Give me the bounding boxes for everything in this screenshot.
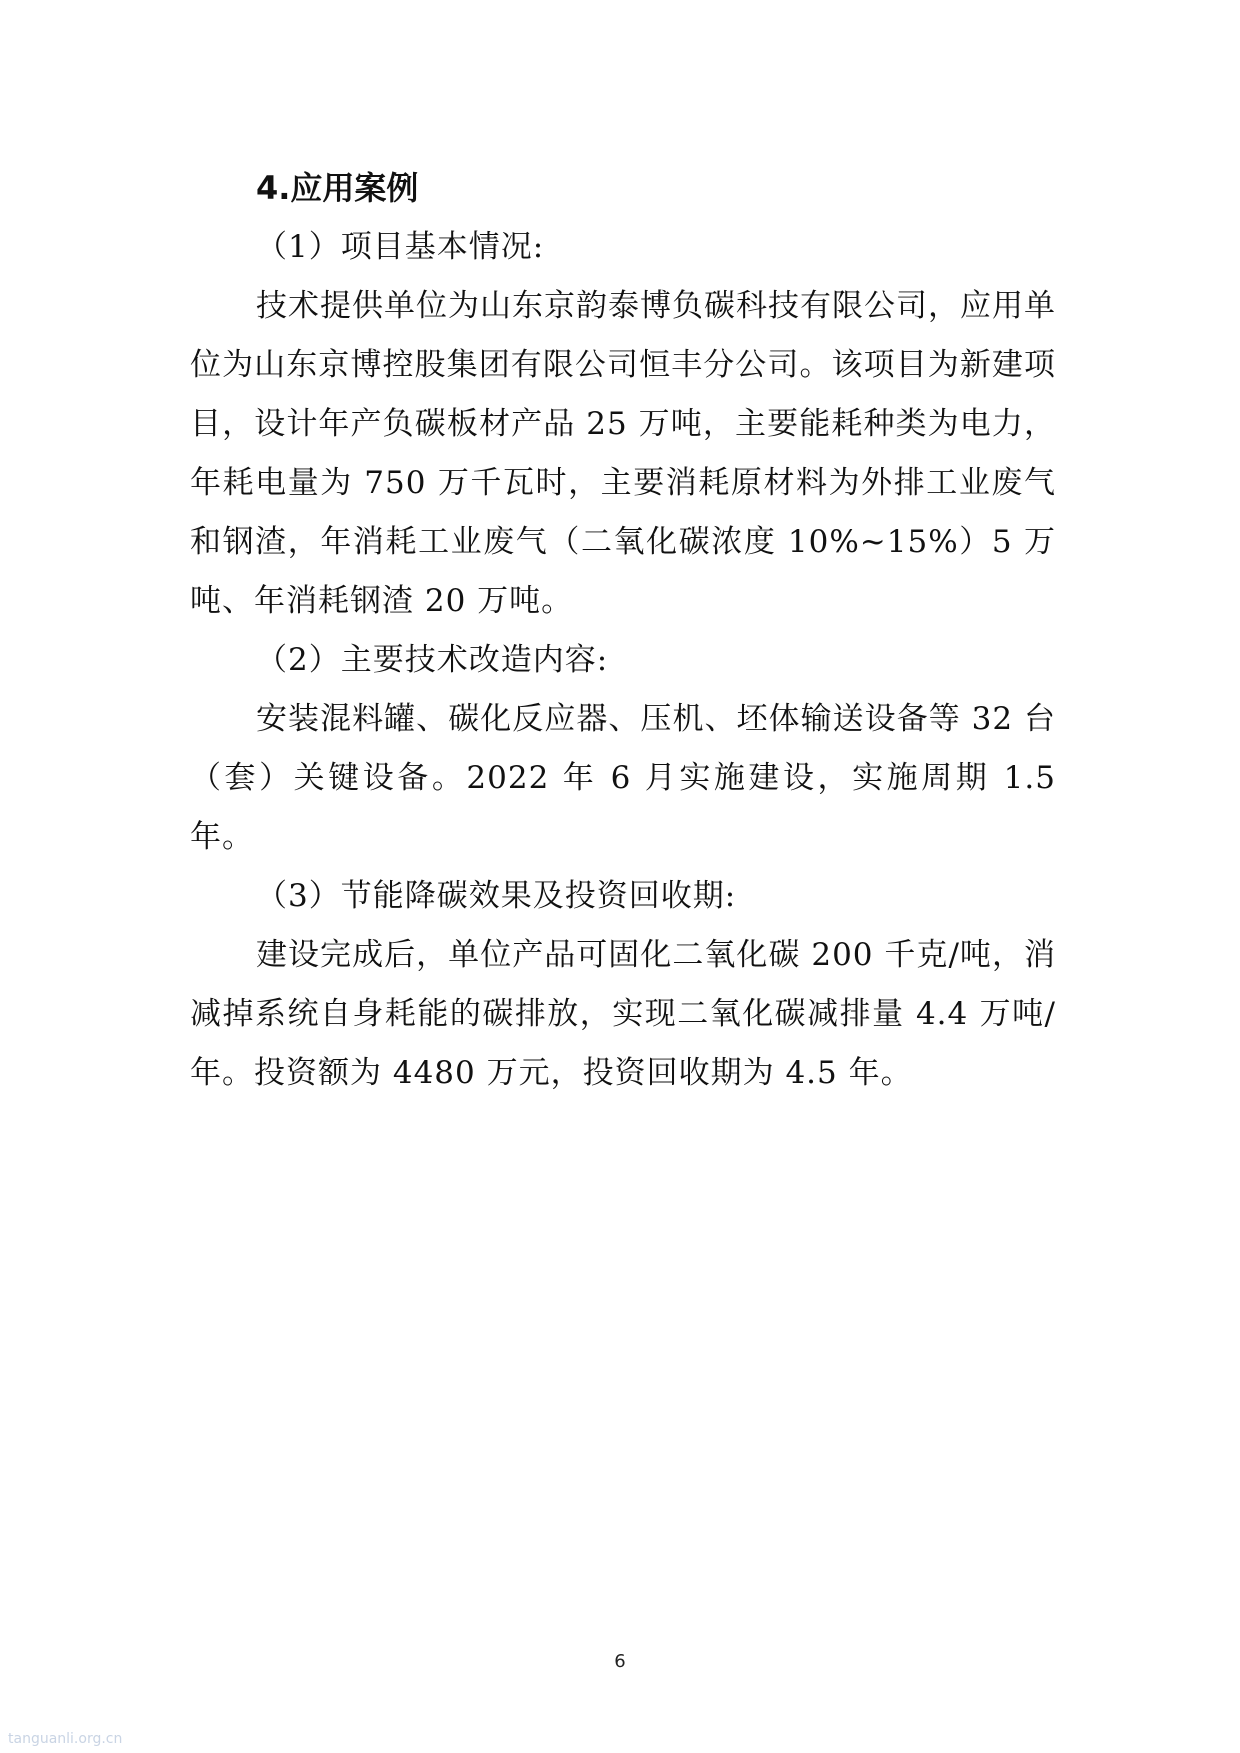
section-heading: 4.应用案例 [256, 169, 419, 207]
document-body [190, 158, 1056, 1103]
subsection-title-2: （2）主要技术改造内容: [256, 642, 609, 678]
watermark-text: tanguanli.org.cn [8, 1731, 123, 1747]
subsection-body-1: 技术提供单位为山东京韵泰博负碳科技有限公司，应用单位为山东京博控股集团有限公司恒丰分公司。该项目为新建项目，设计年产负碳板材产品 25 万吨，主要能耗种类为电力，年耗电量为 750 万千瓦时，主要消耗原材料为外排工业废气和钢渣，年消耗工业废气（二氧化碳浓度 10%~15%）5 万吨、年消耗钢渣 20 万吨。 [190, 288, 1056, 619]
subsection-title-3: （3）节能降碳效果及投资回收期: [256, 878, 737, 914]
page-number: 6 [614, 1651, 626, 1672]
subsection-body-2: 安装混料罐、碳化反应器、压机、坯体输送设备等 32 台（套）关键设备。2022 年 6 月实施建设，实施周期 1.5 年。 [190, 701, 1056, 855]
subsection-title-1: （1）项目基本情况: [256, 229, 545, 265]
subsection-body-3: 建设完成后，单位产品可固化二氧化碳 200 千克/吨，消减掉系统自身耗能的碳排放，实现二氧化碳减排量 4.4 万吨/年。投资额为 4480 万元，投资回收期为 4.5 年。 [190, 937, 1056, 1091]
